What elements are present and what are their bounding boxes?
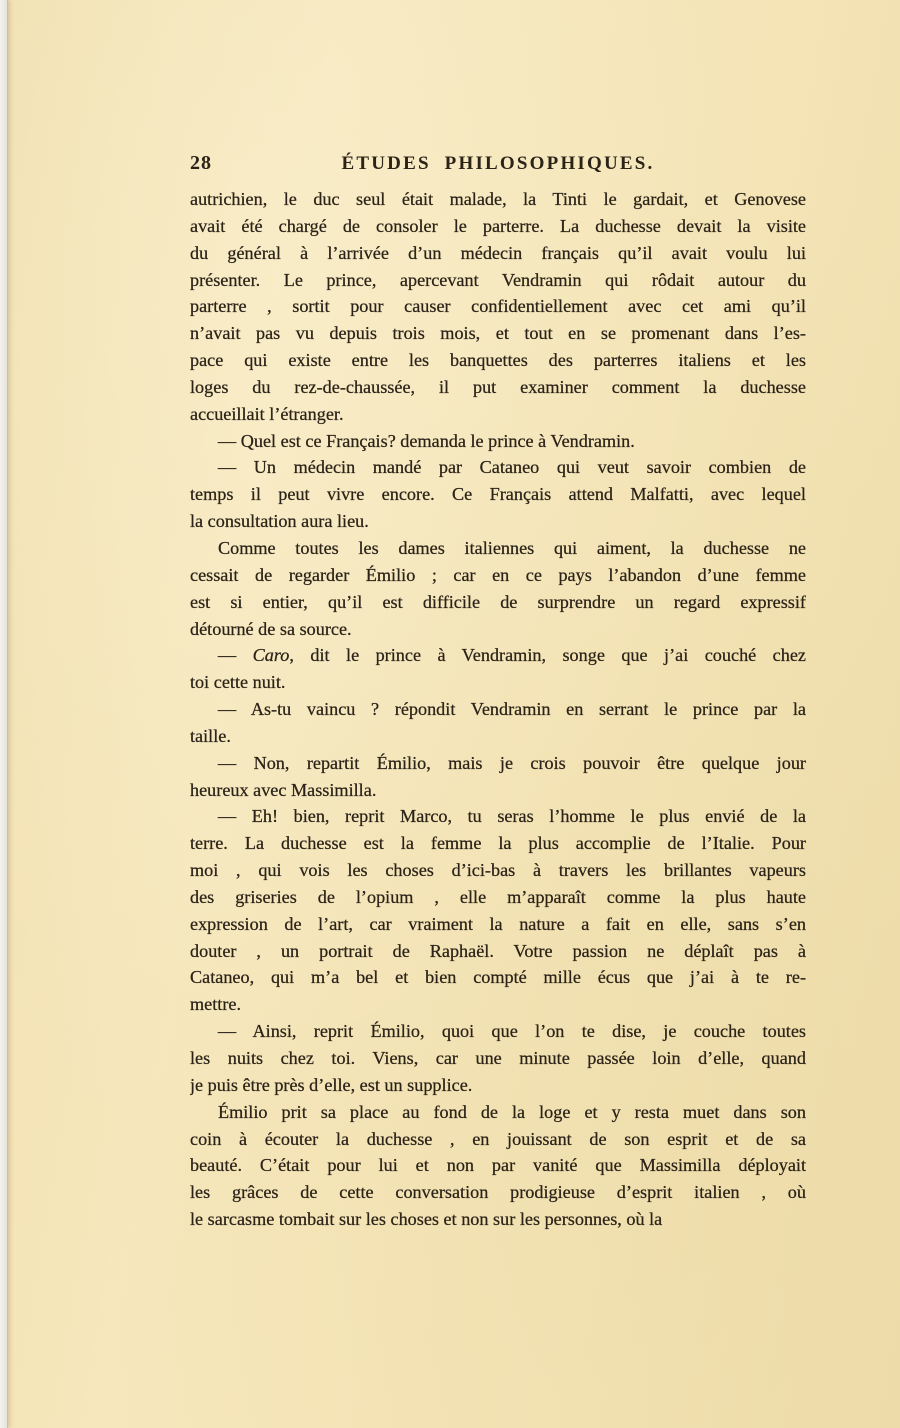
text-line: mettre. — [190, 994, 242, 1015]
page-number: 28 — [190, 152, 212, 174]
text-line: la consultation aura lieu. — [190, 511, 369, 532]
text-line: du général à l’arrivée d’un médecin français qu’il avait voulu lui — [190, 242, 806, 263]
text-line: Cataneo, qui m’a bel et bien compté mille écus que j’ai à te re- — [190, 967, 806, 988]
text-line: cessait de regarder Émilio ; car en ce pays l’abandon d’une femme — [190, 564, 806, 585]
paragraph — [190, 535, 806, 642]
text-line: heureux avec Massimilla. — [190, 779, 377, 800]
running-title: ÉTUDES PHILOSOPHIQUES. — [341, 153, 655, 174]
text-line: Émilio prit sa place au fond de la loge et y resta muet dans son — [218, 1101, 806, 1122]
text-line: — Eh! bien, reprit Marco, tu seras l’homme le plus envié de la — [218, 806, 806, 827]
paragraph — [190, 186, 806, 428]
paragraph — [190, 642, 806, 696]
text-line: Comme toutes les dames italiennes qui aiment, la duchesse ne — [218, 537, 806, 558]
text-line: — Quel est ce Français? demanda le prince à Vendramin. — [218, 430, 635, 451]
plain-text: , dit le prince à Vendramin, songe que j’ai couché chez — [289, 645, 806, 666]
text-line: autrichien, le duc seul était malade, la Tinti le gardait, et Genovese — [190, 189, 806, 209]
scan-edge — [0, 0, 8, 1428]
text-line: — Un médecin mandé par Cataneo qui veut savoir combien de — [218, 457, 806, 478]
paragraph — [190, 696, 806, 750]
text-line: beauté. C’était pour lui et non par vanité que Massimilla déployait — [190, 1155, 806, 1176]
paragraph — [190, 750, 806, 804]
italic-text: Caro — [252, 645, 290, 666]
text-line: expression de l’art, car vraiment la nature a fait en elle, sans s’en — [190, 913, 806, 934]
text-line: les grâces de cette conversation prodigieuse d’esprit italien , où — [190, 1182, 806, 1203]
text-line: pace qui existe entre les banquettes des parterres italiens et les — [190, 350, 806, 371]
paragraph — [190, 454, 806, 535]
text-line: toi cette nuit. — [190, 672, 286, 693]
text-line: les nuits chez toi. Viens, car une minute passée loin d’elle, quand — [190, 1048, 806, 1068]
text-line — [190, 642, 806, 669]
text-line: est si entier, qu’il est difficile de surprendre un regard expressif — [190, 591, 806, 612]
paragraph — [190, 803, 806, 1018]
text-line: le sarcasme tombait sur les choses et non sur les personnes, où la — [190, 1209, 663, 1230]
running-header — [190, 150, 806, 180]
text-line: présenter. Le prince, apercevant Vendramin qui rôdait autour du — [190, 269, 806, 290]
paragraph — [190, 1018, 806, 1099]
text-line: je puis être près d’elle, est un supplice. — [190, 1074, 473, 1095]
text-line: — Ainsi, reprit Émilio, quoi que l’on te dise, je couche toutes — [218, 1021, 806, 1042]
text-line: douter , un portrait de Raphaël. Votre passion ne déplaît pas à — [190, 940, 806, 961]
text-line: terre. La duchesse est la femme la plus accomplie de l’Italie. Pour — [190, 833, 806, 854]
text-line: — Non, repartit Émilio, mais je crois pouvoir être quelque jour — [218, 752, 806, 773]
text-line: loges du rez-de-chaussée, il put examiner comment la duchesse — [190, 376, 806, 397]
text-block — [190, 186, 806, 1233]
text-line: avait été chargé de consoler le parterre. La duchesse devait la visite — [190, 215, 806, 236]
text-line: détourné de sa source. — [190, 618, 352, 639]
paragraph — [190, 428, 806, 455]
text-line: n’avait pas vu depuis trois mois, et tout en se promenant dans l’es- — [190, 323, 806, 344]
text-line: des griseries de l’opium , elle m’apparaît comme la plus haute — [190, 886, 806, 907]
text-line: — As-tu vaincu ? répondit Vendramin en serrant le prince par la — [218, 699, 806, 720]
plain-text: — — [218, 645, 253, 666]
text-line: accueillait l’étranger. — [190, 403, 344, 424]
text-line: parterre , sortit pour causer confidentiellement avec cet ami qu’il — [190, 296, 806, 317]
paragraph — [190, 1099, 806, 1233]
text-line: temps il peut vivre encore. Ce Français attend Malfatti, avec lequel — [190, 484, 806, 505]
text-line: moi , qui vois les choses d’ici-bas à travers les brillantes vapeurs — [190, 860, 806, 881]
text-line: coin à écouter la duchesse , en jouissant de son esprit et de sa — [190, 1128, 806, 1149]
text-line: taille. — [190, 725, 231, 746]
